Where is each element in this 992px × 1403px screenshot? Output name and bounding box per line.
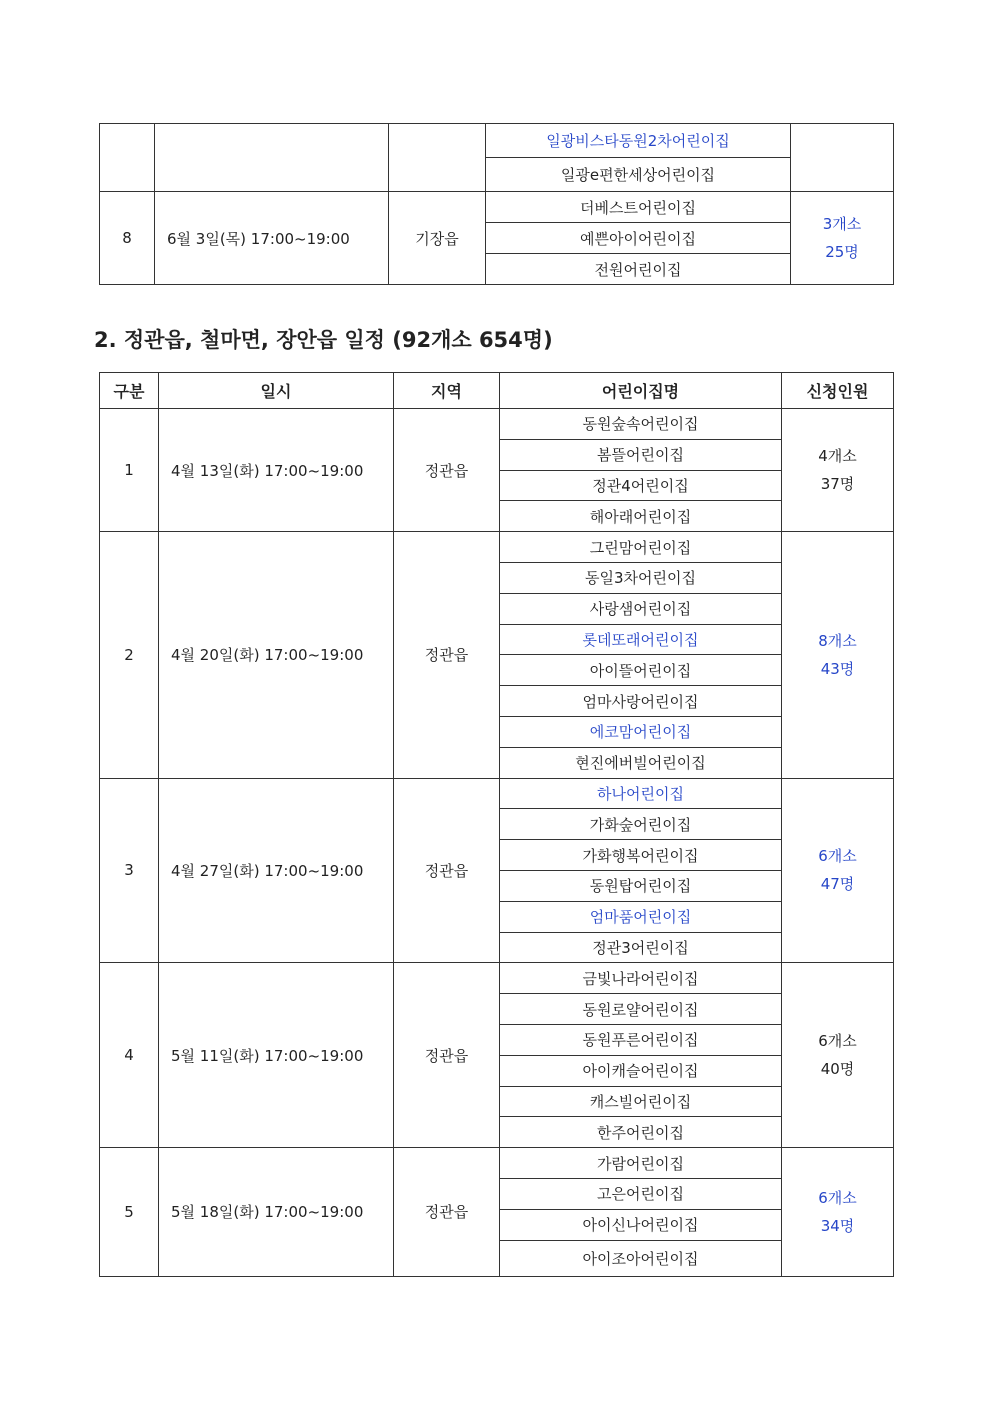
center-name-cell: 아이조아어린이집 <box>500 1240 782 1276</box>
center-name-cell: 현진에버빌어린이집 <box>500 747 782 778</box>
no-cell <box>100 124 155 192</box>
facility-count: 6개소 <box>818 1188 857 1207</box>
people-count: 25명 <box>825 243 859 261</box>
facility-count: 6개소 <box>818 847 857 866</box>
table-row <box>100 963 894 994</box>
datetime-cell <box>155 124 389 192</box>
schedule-rows <box>100 409 894 1277</box>
center-name-cell: 사랑샘어린이집 <box>500 593 782 624</box>
table-row <box>100 778 894 809</box>
people-count: 37명 <box>820 475 855 494</box>
center-name-cell: 엄마품어린이집 <box>500 901 782 932</box>
center-name-cell: 전원어린이집 <box>486 254 791 285</box>
center-name-cell: 아이뜰어린이집 <box>500 655 782 686</box>
header-datetime: 일시 <box>159 373 394 409</box>
center-name-cell: 일광e편한세상어린이집 <box>486 158 791 192</box>
center-name-cell: 아이신나어린이집 <box>500 1209 782 1240</box>
datetime-cell: 4월 13일(화) 17:00~19:00 <box>159 409 394 532</box>
applicants-cell <box>782 532 894 778</box>
table-row <box>100 409 894 440</box>
schedule-table-continued <box>99 123 894 285</box>
facility-count: 8개소 <box>818 631 857 650</box>
center-name-cell: 동원숲속어린이집 <box>500 409 782 440</box>
center-name-cell: 예쁜아이어린이집 <box>486 223 791 254</box>
datetime-cell: 6월 3일(목) 17:00~19:00 <box>155 192 389 285</box>
center-name-cell: 정관3어린이집 <box>500 932 782 963</box>
header-no: 구분 <box>100 373 159 409</box>
center-name-cell: 가화숲어린이집 <box>500 809 782 840</box>
center-name-cell: 가화행복어린이집 <box>500 840 782 871</box>
people-count: 47명 <box>820 875 855 894</box>
center-name-cell: 일광비스타동원2차어린이집 <box>486 124 791 158</box>
center-name-cell: 금빛나라어린이집 <box>500 963 782 994</box>
facility-count: 4개소 <box>818 447 857 466</box>
no-cell: 1 <box>100 409 159 532</box>
center-name-cell: 동일3차어린이집 <box>500 562 782 593</box>
table-row <box>100 532 894 563</box>
people-count: 43명 <box>820 659 855 678</box>
center-name-cell: 정관4어린이집 <box>500 470 782 501</box>
table-row <box>100 1148 894 1179</box>
center-name-cell: 그린맘어린이집 <box>500 532 782 563</box>
people-count: 34명 <box>820 1216 855 1235</box>
center-name-cell: 하나어린이집 <box>500 778 782 809</box>
center-name-cell: 한주어린이집 <box>500 1117 782 1148</box>
header-applicants: 신청인원 <box>782 373 894 409</box>
center-name-cell: 캐스빌어린이집 <box>500 1086 782 1117</box>
region-cell: 정관읍 <box>394 963 500 1148</box>
no-cell: 3 <box>100 778 159 963</box>
center-name-cell: 롯데또래어린이집 <box>500 624 782 655</box>
datetime-cell: 4월 20일(화) 17:00~19:00 <box>159 532 394 778</box>
region-cell: 정관읍 <box>394 1148 500 1276</box>
datetime-cell: 5월 18일(화) 17:00~19:00 <box>159 1148 394 1276</box>
region-cell: 정관읍 <box>394 532 500 778</box>
region-cell: 정관읍 <box>394 778 500 963</box>
center-name-cell: 에코맘어린이집 <box>500 716 782 747</box>
people-count: 40명 <box>820 1060 855 1079</box>
applicants-cell <box>782 963 894 1148</box>
datetime-cell: 4월 27일(화) 17:00~19:00 <box>159 778 394 963</box>
center-name-cell: 동원푸른어린이집 <box>500 1024 782 1055</box>
datetime-cell: 5월 11일(화) 17:00~19:00 <box>159 963 394 1148</box>
center-name-cell: 고은어린이집 <box>500 1178 782 1209</box>
schedule-table <box>99 372 894 1277</box>
no-cell: 5 <box>100 1148 159 1276</box>
center-name-cell: 가람어린이집 <box>500 1148 782 1179</box>
applicants-cell <box>791 124 894 192</box>
applicants-cell <box>782 409 894 532</box>
facility-count: 3개소 <box>822 215 862 233</box>
center-name-cell: 동원로얄어린이집 <box>500 994 782 1025</box>
applicants-cell <box>791 192 894 285</box>
section-heading: 2. 정관읍, 철마면, 장안읍 일정 (92개소 654명) <box>94 328 553 352</box>
applicants-cell <box>782 778 894 963</box>
center-name-cell: 동원탑어린이집 <box>500 870 782 901</box>
header-region: 지역 <box>394 373 500 409</box>
no-cell: 2 <box>100 532 159 778</box>
center-name-cell: 봄뜰어린이집 <box>500 439 782 470</box>
center-name-cell: 엄마사랑어린이집 <box>500 686 782 717</box>
region-cell: 정관읍 <box>394 409 500 532</box>
center-name-cell: 더베스트어린이집 <box>486 192 791 223</box>
facility-count: 6개소 <box>818 1032 857 1051</box>
center-name-cell: 아이캐슬어린이집 <box>500 1055 782 1086</box>
no-cell: 8 <box>100 192 155 285</box>
applicants-cell <box>782 1148 894 1276</box>
region-cell: 기장읍 <box>389 192 486 285</box>
no-cell: 4 <box>100 963 159 1148</box>
region-cell <box>389 124 486 192</box>
header-center: 어린이집명 <box>500 373 782 409</box>
center-name-cell: 해아래어린이집 <box>500 501 782 532</box>
